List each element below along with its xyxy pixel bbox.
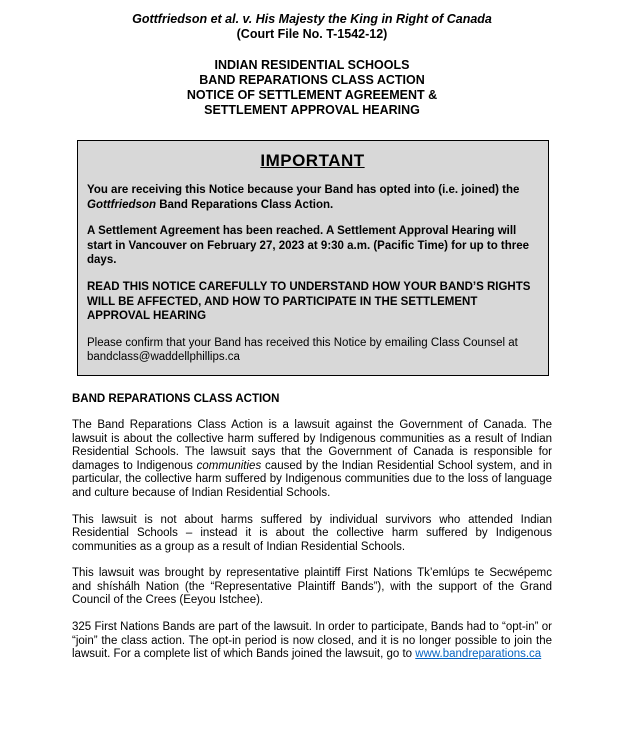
court-file-number: (Court File No. T-1542-12) [236, 27, 388, 41]
notice-title-line-2: BAND REPARATIONS CLASS ACTION [199, 73, 425, 87]
body-paragraph-1 [72, 419, 552, 501]
box-paragraph-read-carefully: READ THIS NOTICE CAREFULLY TO UNDERSTAND HOW YOUR BAND’S RIGHTS WILL BE AFFECTED, AND HOW TO PARTICIPATE IN THE SETTLEMENT APPROVAL HEARING [87, 280, 531, 323]
document-header [72, 12, 552, 42]
important-notice-box [77, 140, 549, 376]
box-paragraph-settlement: A Settlement Agreement has been reached. A Settlement Approval Hearing will start in Vancouver on February 27, 2023 at 9:30 a.m. (Pacific Time) for up to three days. [87, 225, 530, 267]
paragraph-1-italic-word: communities [196, 459, 262, 472]
body-paragraph-4 [72, 621, 552, 662]
receiving-text-before: You are receiving this Notice because your Band has opted into (i.e. joined) the [87, 184, 520, 196]
body-paragraph-2: This lawsuit is not about harms suffered by individual survivors who attended Indian Residential Schools – instead it is about the collective harm suffered by Indigenous communities as a group as a result of Indian Residential Schools. [72, 513, 552, 553]
section-heading: BAND REPARATIONS CLASS ACTION [72, 392, 280, 405]
notice-title-line-1: INDIAN RESIDENTIAL SCHOOLS [214, 58, 410, 72]
notice-title-line-4: SETTLEMENT APPROVAL HEARING [204, 103, 420, 117]
box-paragraph-confirm: Please confirm that your Band has received this Notice by emailing Class Counsel at bandclass@waddellphillips.ca [87, 336, 518, 364]
important-heading: IMPORTANT [260, 151, 365, 170]
band-reparations-link[interactable]: www.bandreparations.ca [415, 648, 542, 661]
notice-title-line-3: NOTICE OF SETTLEMENT AGREEMENT & [186, 88, 438, 102]
case-title: Gottfriedson et al. v. His Majesty the King in Right of Canada [132, 12, 492, 26]
paragraph-4-text: 325 First Nations Bands are part of the lawsuit. In order to participate, Bands had to “opt-in” or “join” the class action. The opt-in period is now closed, and it is no longer possible to join the lawsuit. For a complete list of which Bands joined the lawsuit, go to [72, 621, 552, 661]
body-paragraph-3: This lawsuit was brought by representative plaintiff First Nations Tk’emlúps te Secwépemc and shíshálh Nation (the “Representative Plaintiff Bands”), with the support of the Grand Council of the Crees (Eeyou Istchee). [72, 567, 552, 607]
case-name-italic: Gottfriedson [87, 198, 156, 211]
notice-title [72, 58, 552, 118]
paragraph-1-before: The Band Reparations Class Action is a lawsuit against the Government of Canada. The lawsuit is about the collective harm suffered by Indigenous communities as a result of Indian Residential Schools. The lawsuit says that the Government of Canada is responsible for damages to Indigenous [72, 418, 552, 472]
paragraph-1-after: caused by the Indian Residential School system, and in particular, the collective harm suffered by Indigenous communities due to the loss of language and culture because of Indian Residential Schools. [72, 459, 552, 499]
box-paragraph-receiving [87, 183, 538, 212]
receiving-text-after: Band Reparations Class Action. [156, 198, 334, 211]
